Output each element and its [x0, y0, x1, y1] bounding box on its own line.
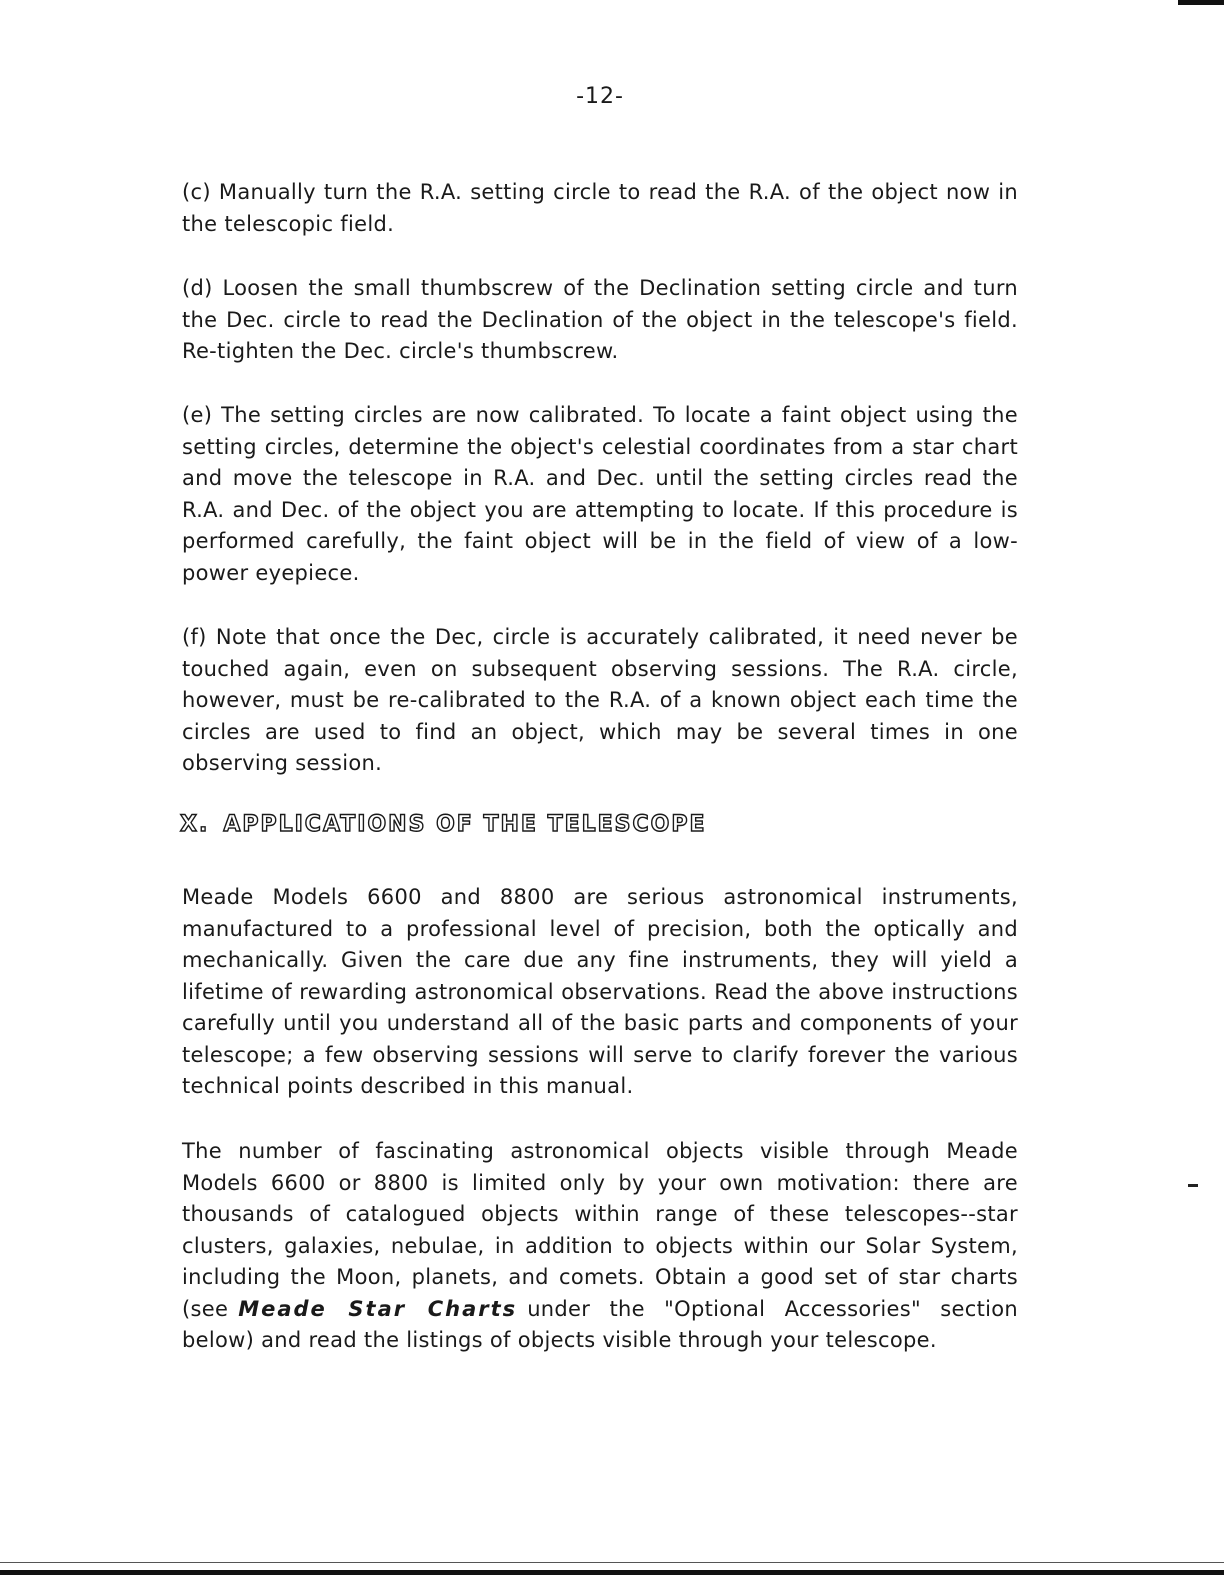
paragraph-step-f: (f) Note that once the Dec, circle is accurately calibrated, it need never be touched again, even on subsequent observing sessions. The R.A. circle, however, must be re-calibrated to the R.A. of a known object each time the circles are used to find an object, which may be several times in one observing session.: [182, 625, 1018, 775]
section-title: APPLICATIONS OF THE TELESCOPE: [223, 812, 707, 837]
paragraph-step-c: (c) Manually turn the R.A. setting circle to read the R.A. of the object now in the telescopic field.: [182, 180, 1018, 236]
page-number: -12-: [576, 84, 624, 109]
paragraph-step-d: (d) Loosen the small thumbscrew of the Declination setting circle and turn the Dec. circle to read the Declination of the object in the telescope's field. Re-tighten the Dec. circle's thumbscrew.: [182, 276, 1018, 363]
section-heading: [180, 812, 707, 837]
scan-edge-bottom: [0, 1570, 1224, 1575]
body-paragraph-2-end: under the "Optional Accessories" section below) and read the listings of objects visible through your telescope.: [182, 1296, 1018, 1352]
star-charts-emphasis: Meade Star Charts: [238, 1296, 518, 1321]
scan-edge-bottom-thin: [0, 1562, 1224, 1563]
scan-edge-top: [1178, 0, 1224, 5]
section-number: X.: [180, 812, 210, 837]
body-paragraph-1: Meade Models 6600 and 8800 are serious astronomical instruments, manufactured to a professional level of precision, both the optically and mechanically. Given the care due any fine instruments, they will yield a lifetime of rewarding astronomical observations. Read the above instructions carefully until you understand all of the basic parts and components of your telescope; a few observing sessions will serve to clarify forever the various technical points described in this manual.: [182, 885, 1018, 1098]
body-paragraph-2-start: The number of fascinating astronomical objects visible through Meade Models 6600 or 8800 is limited only by your own motivation: there are thousands of catalogued objects within range of these telescopes--star clusters, galaxies, nebulae, in addition to objects within our Solar System, including the Moon, planets, and comets. Obtain a good set of star charts (see: [182, 1139, 1018, 1321]
scan-mark: [1188, 1184, 1198, 1187]
body-paragraph-2: [182, 1136, 1018, 1357]
paragraph-step-e: (e) The setting circles are now calibrated. To locate a faint object using the setting circles, determine the object's celestial coordinates from a star chart and move the telescope in R.A. and Dec. until the setting circles read the R.A. and Dec. of the object you are attempting to locate. If this procedure is performed carefully, the faint object will be in the field of view of a low-power eyepiece.: [182, 403, 1018, 585]
